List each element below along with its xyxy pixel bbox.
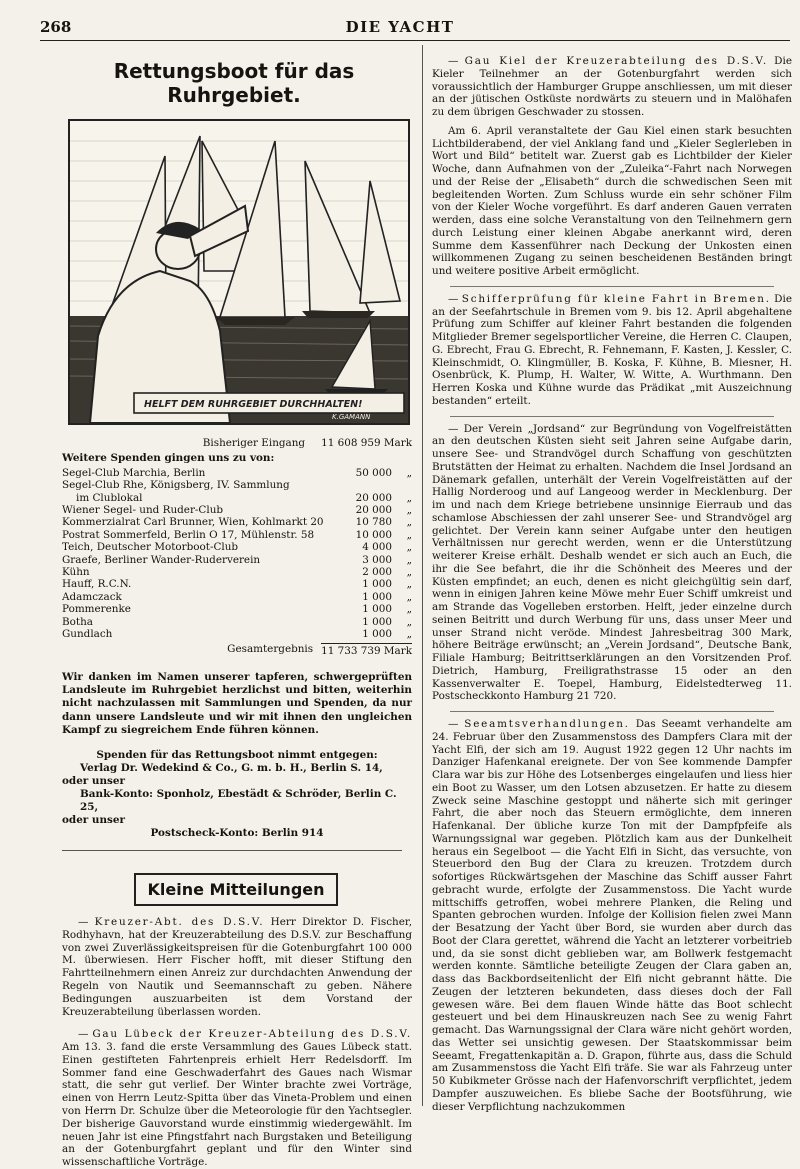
donor-row (62, 603, 412, 615)
ditto-mark: „ (406, 553, 412, 566)
grand-total-row (62, 643, 412, 657)
news-paragraph (432, 293, 792, 408)
donor-name: Postrat Sommerfeld, Berlin O 17, Mühlenstr. 58 (62, 528, 315, 541)
lead-dash: — (78, 1028, 93, 1041)
donor-row (62, 554, 412, 566)
paragraph-text: Die Kieler Teilnehmer an der Gotenburgfahrt werden sich voraussichtlich der Hamburger Gruppe anschliessen, um mit dieser an der jütischen Ostküste nordwärts zu steuern und in Malöhafen zu dem übrigen Geschwader zu stossen. (432, 55, 792, 118)
ditto-mark: „ (406, 566, 412, 579)
paragraph-text: Die an der Seefahrtschule in Bremen vom 9. bis 12. April abgehaltene Prüfung zum Schiffer auf kleiner Fahrt bestanden die folgenden Mitglieder Bremer segelsportlicher Vereine, die Herren C. Claupen, G. Ebrecht, Frau G. Ebrecht, R. Fehnemann, F. Kasten, J. Kessler, C. Kleinschmidt, O. Klingmüller, B. Koska, F. Kühne, B. Miesner, H. Osenbrück, K. Plump, H. Walter, W. Witte, A. Wurthmann. Den Herren Koska und Kühne wurde das Prädikat „mit Auszeichnung bestanden“ erteilt. (432, 292, 792, 407)
news-paragraph (62, 1028, 412, 1169)
ditto-mark: „ (406, 491, 412, 504)
donor-amount (342, 479, 392, 491)
donor-row (62, 516, 412, 528)
donor-amount: 2 000 (362, 566, 392, 579)
left-column (62, 55, 412, 1169)
paragraph-text: Das Seeamt verhandelte am 24. Februar über den Zusammenstoss des Dampfers Clara mit der Yacht Elfi, der sich am 19. August 1922 gegen 12 Uhr nachts im Danziger Hafenkanal ereignete. Der von See kommende Dampfer Clara war bis zur Höhe des Lotsenberges eingelaufen und liess hier ein Boot zu Wasser, um den Lotsen abzusetzen. Er hatte zu diesem Zweck seine Maschine gestoppt und näherte sich mit geringer Fahrt, die aber noch das Steuern ermöglichte, dem inneren Hafenkanal. Der übliche kurze Ton mit der Dampfpfeife als Warnungssignal war gegeben. Plötzlich kam aus der Dunkelheit heraus ein Segelboot — die Yacht Elfi in Sicht, das versuchte, von Steuerbord den Bug der Clara zu kreuzen. Trotzdem durch sofortiges Rückwärtsgehen der Maschine das Schiff ausser Fahrt gebracht wurde, erfolgte der Zusammenstoss. Die Yacht wurde mittschiffs getroffen, wobei mehrere Planken, die Reling und Spanten gebrochen wurden. Infolge der Kollision fielen zwei Mann der Besatzung der Yacht über Bord, sie wurden aber durch das Boot der Clara gerettet, während die Yacht an letzterer vorbeitrieb und, da sie sonst dicht geblieben war, am Bollwerk festgemacht werden konnte. Sämtliche beteiligte Zeugen der Clara gaben an, dass das Backbordseitenlicht der Elfi nicht gebrannt hätte. Die Zeugen der letzteren bekundeten, dass dieses doch der Fall gewesen wäre. Bei dem flauen Winde hätte das Boot schlecht gesteuert und bei dem Hinauskreuzen nach See zu wenig Fahrt gemacht. Das Warnungssignal der Clara wäre nicht gehört worden, das Wetter sei unsichtig gewesen. Der Staatskommissar beim Seeamt, Fregattenkapitän a. D. Grapon, führte aus, dass die Schuld am Zusammenstoss die Yacht Elfi träfe. Sie war als Fahrzeug unter 50 Kubikmeter Grösse nach der Hafenvorschrift verpflichtet, jedem Dampfer auszuweichen. Es bliebe Sache der Bootsführung, wie dieser Verpflichtung nachzukommen (432, 718, 792, 1113)
lead-dash: — (448, 718, 465, 730)
donor-name: Wiener Segel- und Ruder-Club (62, 504, 224, 517)
donor-name: Gundlach (62, 628, 113, 641)
ditto-mark: „ (406, 504, 412, 517)
paragraph-lead: Kreuzer-Abt. des D.S.V. (94, 915, 265, 928)
donor-row (62, 541, 412, 553)
donor-name: Segel-Club Rhe, Königsberg, IV. Sammlung (62, 479, 290, 492)
donor-name: Teich, Deutscher Motorboot-Club (62, 541, 239, 554)
previous-total-label: Bisheriger Eingang (202, 437, 306, 449)
paragraph-text: Am 6. April veranstaltete der Gau Kiel einen stark besuchten Lichtbilderabend, der viel Anklang fand und „Kieler Seglerleben in Wort und Bild“ betitelt war. Zuerst gab es Lichtbilder der Kieler Woche, dann Aufnahmen von der „Zuleika“-Fahrt nach Norwegen und der Reise der „Elisabeth“ durch die schwedischen Seen mit begleitenden Worten. Zum Schluss wurde ein sehr schöner Film von der Kieler Woche vorgeführt. Es darf anderen Gauen verraten werden, dass eine solche Veranstaltung von den Teilnehmern gern durch Leistung einer kleinen Abgabe anerkannt wird, deren Summe dem Kassenführer nach Deckung der Unkosten einen willkommenen Zugang zu seinen bescheidenen Beständen bringt und weitere positive Arbeit ermöglicht. (432, 124, 792, 277)
thanks-paragraph: Wir danken im Namen unserer tapferen, schwergeprüften Landsleute im Ruhrgebiet herzlichst und bitten, weiterhin nicht nachzulassen mit Sammlungen und Spenden, da nur dann unsere Landsleute und wir mit ihnen den ungleichen Kampf zu siegreichem Ende führen können. (62, 670, 412, 736)
donor-amount: 20 000 (355, 504, 392, 517)
account-line: Postscheck-Konto: Berlin 914 (150, 826, 324, 839)
donor-amount: 1 000 (362, 615, 392, 628)
artist-signature: K.GAMANN (332, 413, 371, 421)
donor-name: Pommerenke (62, 603, 131, 616)
donor-name: Graefe, Berliner Wander-Ruderverein (62, 553, 261, 566)
section-rule (62, 850, 402, 851)
donor-name: Segel-Club Marchia, Berlin (62, 466, 206, 479)
donor-name: im Clublokal (76, 491, 143, 504)
grand-total-amount: 11 733 739 Mark (321, 644, 412, 657)
paragraph-text: Der Verein „Jordsand“ zur Begründung von Vogelfreistätten an den deutschen Küsten sieht seit Jahren seine Aufgabe darin, unsere See- und Strandvögel durch Schaffung von geschützten Brutstätten der Heimat zu erhalten. Nachdem die Insel Jordsand an Dänemark gefallen, unterhält der Verein Vogelfreistätten auf der Hallig Norderoog und auf Langeoog werder in Mecklenburg. Der im und nach dem Kriege betriebene unsinnige Eierraub und das schamlose Abschiessen der zahl unserer See- und Strandvögel arg gelichtet. Der Verein kann seiner Aufgabe unter den heutigen Verhältnissen nur gerecht werden, wenn er die Unterstützung weiterer Kreise erhält. Deshalb wendet er sich auch an Euch, die ihr die See befahrt, die ihr die Schönheit des Meeres und der Küsten empfindet; an euch, denen es nicht gleichgültig sein darf, wenn in einigen Jahren keine Möwe mehr Euer Schiff umkreist und am Strande das Vogelleben erstorben. Helft, jeder einzelne durch seinen Beitritt und durch Werbung für uns, dass unser Meer und unser Strand nicht veröde. Mindest Jahresbeitrag 300 Mark, höhere Beiträge erwünscht; an „Verein Jordsand“, Deutsche Bank, Filiale Hamburg; Beitrittserklärungen an den Vorsitzenden Prof. Dietrich, Hamburg, Freiligrathstrasse 15 oder an den Kassenverwalter E. Toepel, Hamburg, Eidelstedterweg 11. Postscheckkonto Hamburg 21 720. (432, 422, 792, 703)
previous-total-row (62, 437, 412, 449)
donor-amount: 4 000 (362, 541, 392, 554)
paragraph-lead: Seeamtsverhandlungen. (464, 718, 630, 730)
ditto-mark: „ (406, 590, 412, 603)
news-paragraph (432, 423, 792, 704)
header-rule (40, 40, 790, 41)
donor-row (62, 529, 412, 541)
ditto-mark: „ (406, 615, 412, 628)
lead-dash: — (448, 55, 465, 67)
paragraph-text: Herr Direktor D. Fischer, Rodhyhavn, hat der Kreuzerabteilung des D.S.V. zur Beschaffung von zwei Zuverlässigkeitspreisen für die Gotenburgfahrt 100 000 M. überwiesen. Herr Fischer hofft, mit dieser Stiftung den Fahrtteilnehmern einen Anreiz zur durchdachten Anwendung der Regeln von Nautik und Seemannschaft zu geben. Nähere Bedingungen auszuarbeiten ist dem Vorstand der Kreuzerabteilung überlassen worden. (62, 915, 412, 1018)
accounts-intro: Spenden für das Rettungsboot nimmt entgegen: (96, 748, 378, 761)
lead-dash: — (448, 292, 462, 305)
ditto-mark (392, 479, 412, 491)
paragraph-lead: Gau Kiel der Kreuzerabteilung des D.S.V. (464, 55, 768, 67)
right-column (432, 55, 792, 1113)
account-line: Bank-Konto: Sponholz, Ebestädt & Schröder, Berlin C. 25, (80, 787, 397, 813)
paragraph-lead: Gau Lübeck der Kreuzer-Abteilung des D.S.V. (92, 1028, 412, 1041)
donor-amount: 1 000 (362, 578, 392, 591)
column-rule (422, 45, 423, 1106)
ditto-mark: „ (406, 578, 412, 591)
donor-row (62, 504, 412, 516)
rescue-boat-title: Rettungsboot für das Ruhrgebiet. (113, 59, 355, 107)
donor-amount: 20 000 (355, 491, 392, 504)
news-paragraph (62, 916, 412, 1018)
news-paragraph (432, 55, 792, 119)
donor-row (62, 566, 412, 578)
further-donations-label: Weitere Spenden gingen uns zu von: (62, 452, 275, 465)
ditto-mark: „ (406, 528, 412, 541)
donation-accounts (62, 749, 412, 840)
sailing-illustration (68, 119, 410, 425)
donor-name: Kühn (62, 566, 90, 579)
ditto-mark: „ (406, 603, 412, 616)
donor-row (62, 578, 412, 590)
lead-dash: — (448, 422, 464, 435)
account-line: Verlag Dr. Wedekind & Co., G. m. b. H., Berlin S. 14, (80, 761, 383, 774)
account-line: oder unser (62, 774, 125, 787)
kleine-mitteilungen-heading: Kleine Mitteilungen (134, 873, 338, 906)
banner-text: HELFT DEM RUHRGEBIET DURCHHALTEN! (144, 399, 363, 410)
donor-row (62, 591, 412, 603)
paragraph-separator (450, 286, 774, 287)
ditto-mark: „ (406, 541, 412, 554)
donor-amount: 1 000 (362, 628, 392, 641)
illustration-drawing (70, 121, 408, 423)
donor-row (62, 492, 412, 504)
donor-row (62, 479, 412, 491)
paragraph-lead: Schifferprüfung für kleine Fahrt in Bremen. (461, 292, 771, 305)
news-paragraph (432, 718, 792, 1113)
donor-name: Hauff, R.C.N. (62, 578, 132, 591)
donation-list (62, 437, 412, 657)
donor-name: Kommerzialrat Carl Brunner, Wien, Kohlmarkt 20 (62, 516, 324, 529)
donor-row (62, 628, 412, 640)
donor-amount: 1 000 (362, 590, 392, 603)
donor-amount: 50 000 (355, 466, 392, 479)
donor-row (62, 467, 412, 479)
donor-amount: 3 000 (362, 553, 392, 566)
donor-row (62, 616, 412, 628)
previous-total-amount: 11 608 959 Mark (321, 437, 412, 449)
journal-title: DIE YACHT (345, 18, 455, 36)
donor-amount: 10 000 (355, 528, 392, 541)
page-number: 268 (40, 18, 72, 36)
ditto-mark: „ (406, 628, 412, 641)
donor-amount: 10 780 (355, 516, 392, 529)
paragraph-separator (450, 416, 774, 417)
donor-name: Botha (62, 615, 93, 628)
account-line: oder unser (62, 813, 125, 826)
donor-amount: 1 000 (362, 603, 392, 616)
grand-total-label: Gesamtergebnis (227, 642, 314, 655)
news-paragraph (432, 125, 792, 278)
donor-name: Adamczack (62, 590, 122, 603)
ditto-mark: „ (406, 466, 412, 479)
paragraph-separator (450, 711, 774, 712)
lead-dash: — (78, 915, 95, 928)
ditto-mark: „ (406, 516, 412, 529)
paragraph-text: Am 13. 3. fand die erste Versammlung des Gaues Lübeck statt. Einen gestifteten Fahrtenpreis erhielt Herr Redelsdorff. Im Sommer fand eine Geschwaderfahrt des Gaues nach Wismar statt, die sehr gut verlief. Der Winter brachte zwei Vorträge, einen von Herrn Leutz-Spitta über das Vineta-Problem und einen von Herrn Dr. Schulze über die Meteorologie für den Yachtsegler. Der bisherige Gauvorstand wurde einstimmig wiedergewählt. Im neuen Jahr ist eine Pfingstfahrt nach Burgstaken und Beteiligung an der Gotenburgfahrt geplant und für den Winter sind wissenschaftliche Vorträge. (62, 1041, 412, 1169)
